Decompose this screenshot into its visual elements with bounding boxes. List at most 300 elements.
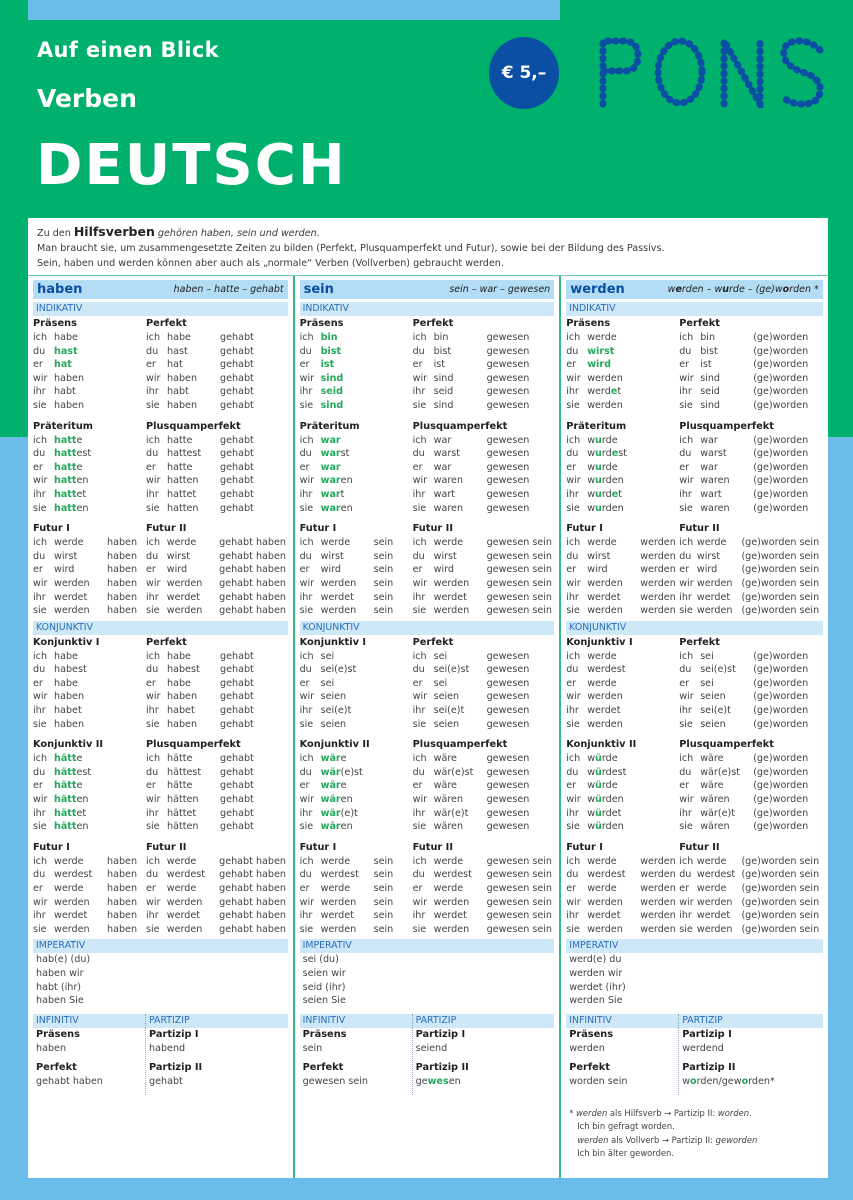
stem-forms: werden – wurde – (ge)worden *	[667, 284, 819, 295]
conjugation-row: wir würden	[566, 794, 624, 806]
conjugation-row: ich werde gehabt haben	[146, 855, 286, 867]
conjugation-row: wir haben gehabt	[146, 691, 254, 703]
conjugation-row: er wäre (ge)worden	[679, 780, 809, 792]
price-badge	[489, 37, 559, 109]
verb-header	[300, 280, 555, 299]
conjugation-row: du wirst werden	[566, 550, 676, 562]
tense-futur2: Futur II ich werde (ge)worden sein du werdest (ge)worden sein er werde (ge)worden sein wir werden (ge)worden sein ihr werdet (ge)worden sein sie werden (ge)worden sein	[679, 841, 820, 935]
conjugation-row: wir waren (ge)worden	[679, 475, 809, 487]
conjugation-row: ich werde	[566, 650, 617, 662]
conjugation-row: sie werden gehabt haben	[146, 923, 286, 935]
tense-praeteritum: Präteritum ich hatte du hattest er hatte wir hatten ihr hattet sie hatten	[33, 420, 146, 516]
conjugation-row: ihr werdet	[566, 705, 621, 717]
section-imperativ: IMPERATIV	[33, 939, 288, 953]
conjugation-row: sie werden gehabt haben	[146, 605, 286, 617]
conjugation-row: wir werden	[566, 691, 623, 703]
tense-praesens: Präsens ich habe du hast er hat wir haben ihr habt sie haben	[33, 317, 146, 413]
tense-k2: Konjunktiv II ich wäre du wär(e)st er wäre wir wären ihr wär(e)t sie wären	[300, 738, 413, 834]
conjugation-row: wir waren	[299, 475, 353, 487]
conjugation-row: ihr sei(e)t gewesen	[412, 705, 530, 717]
conjugation-row: er hätte	[33, 780, 83, 792]
conjugation-row: ihr seid gewesen	[412, 386, 530, 398]
imperativ-list: sei (du) seien wir seid (ihr) seien Sie	[302, 954, 346, 1007]
conjugation-row: du hattest gehabt	[146, 448, 254, 460]
infinitiv-partizip-bar: INFINITIV PARTIZIP	[300, 1014, 555, 1028]
conjugation-row: du hast gehabt	[146, 345, 254, 357]
tense-plusquamperfekt: Plusquamperfekt ich war (ge)worden du warst (ge)worden er war (ge)worden wir waren (ge)worden ihr wart (ge)worden sie waren (ge)worden	[679, 420, 819, 516]
conjugation-row: sie hatten	[33, 502, 89, 514]
conjugation-row: du werdest gehabt haben	[146, 869, 286, 881]
conjugation-row: er wird (ge)worden sein	[679, 564, 820, 576]
verb-name: werden	[570, 282, 625, 297]
tense-futur1: Futur I ich werde sein du werdest sein er werde sein wir werden sein ihr werdet sein sie werden sein	[300, 841, 413, 937]
verb-header	[33, 280, 288, 299]
conjugation-row: ihr wart (ge)worden	[679, 488, 809, 500]
conjugation-row: sie werden	[566, 399, 623, 411]
conjugation-row: er wird sein	[299, 564, 394, 576]
conjugation-row: du wirst gehabt haben	[146, 550, 286, 562]
top-strip	[28, 0, 560, 20]
conjugation-row: wir seien gewesen	[412, 691, 530, 703]
conjugation-row: du werdest haben	[33, 869, 138, 881]
conjugation-row: er sei	[299, 677, 335, 689]
stem-forms: haben – hatte – gehabt	[173, 284, 284, 295]
conjugation-row: ihr werdet haben	[33, 591, 138, 603]
conjugation-row: wir waren gewesen	[412, 475, 530, 487]
conjugation-row: sie seien (ge)worden	[679, 718, 809, 730]
conjugation-row: du warst	[299, 448, 350, 460]
conjugation-row: ihr wär(e)t (ge)worden	[679, 807, 809, 819]
conjugation-row: wir sind gewesen	[412, 372, 530, 384]
conjugation-row: er ist gewesen	[412, 359, 530, 371]
conjugation-row: du werdest	[566, 664, 626, 676]
tense-perfekt: Perfekt ich habe gehabt du hast gehabt er hat gehabt wir haben gehabt ihr habt gehabt sie haben gehabt	[146, 317, 286, 413]
conjugation-row: sie sind	[299, 399, 344, 411]
conjugation-row: ihr sei(e)t (ge)worden	[679, 705, 809, 717]
conjugation-row: wir werden werden	[566, 896, 676, 908]
conjugation-row: ihr habt gehabt	[146, 386, 254, 398]
conjugation-row: sie werden	[566, 718, 623, 730]
tense-block	[566, 522, 823, 618]
conjugation-row: wir werden gehabt haben	[146, 577, 286, 589]
tense-perfekt: Perfekt ich bin gewesen du bist gewesen er ist gewesen wir sind gewesen ihr seid gewesen sie sind gewesen	[413, 317, 553, 413]
conjugation-row: ihr wär(e)t gewesen	[412, 807, 530, 819]
conjugation-row: er wird	[566, 359, 611, 371]
tense-perfekt: Perfekt ich sei (ge)worden du sei(e)st (ge)worden er sei (ge)worden wir seien (ge)worden ihr sei(e)t (ge)worden sie seien (ge)worden	[679, 636, 819, 732]
conjugation-row: ich bin (ge)worden	[679, 332, 809, 343]
conjugation-row: du hattest	[33, 448, 92, 460]
tense-k2: Konjunktiv II ich hätte du hättest er hätte wir hätten ihr hättet sie hätten	[33, 738, 146, 834]
conjugation-row: du bist gewesen	[412, 345, 530, 357]
conjugation-row: wir wären gewesen	[412, 794, 530, 806]
verb-name: haben	[37, 282, 83, 297]
tense-block	[300, 420, 555, 516]
tense-futur1: Futur I ich werde werden du werdest werden er werde werden wir werden werden ihr werdet werden sie werden werden	[566, 841, 679, 937]
tense-k1: Konjunktiv I ich sei du sei(e)st er sei wir seien ihr sei(e)t sie seien	[300, 636, 413, 732]
conjugation-row: ich werde sein	[299, 855, 394, 867]
conjugation-row: ich werde (ge)worden sein	[679, 855, 820, 867]
conjugation-row: ich hatte gehabt	[146, 434, 254, 446]
conjugation-row: er sei gewesen	[412, 677, 530, 689]
conjugation-row: sie werden werden	[566, 923, 676, 935]
verb-header	[566, 280, 823, 299]
section-imperativ: IMPERATIV	[566, 939, 823, 953]
werden-footnote: * werden als Hilfsverb → Partizip II: worden. Ich bin gefragt worden. werden als Vollverb → Partizip II: geworden Ich bin älter geworden.	[569, 1107, 758, 1159]
conjugation-row: ihr wurdet	[566, 488, 623, 500]
conjugation-row: du warst gewesen	[412, 448, 530, 460]
conjugation-row: wir werden sein	[299, 896, 394, 908]
verb-column-werden	[561, 276, 828, 1178]
tense-block	[300, 522, 555, 618]
conjugation-row: ihr hattet	[33, 488, 87, 500]
conjugation-row: ihr werdet sein	[299, 591, 394, 603]
conjugation-row: wir werden (ge)worden sein	[679, 577, 820, 589]
conjugation-row: ihr wart	[299, 488, 345, 500]
conjugation-row: er hatte	[33, 461, 83, 473]
infinitiv-partizip-grid: Präsens werden Perfekt worden sein Partizip I werdend Partizip II worden/geworden*	[566, 1028, 823, 1095]
conjugation-row: sie haben gehabt	[146, 718, 254, 730]
tense-block	[566, 841, 823, 937]
conjugation-row: wir hätten gehabt	[146, 794, 254, 806]
conjugation-row: du sei(e)st gewesen	[412, 664, 530, 676]
tense-block	[33, 636, 288, 732]
tense-block	[300, 738, 555, 834]
conjugation-row: ich werde sein	[299, 537, 394, 549]
conjugation-row: du wirst sein	[299, 550, 394, 562]
tense-block	[33, 522, 288, 618]
conjugation-row: er wäre	[299, 780, 347, 792]
conjugation-row: er wird haben	[33, 564, 138, 576]
conjugation-row: du bist	[299, 345, 342, 357]
conjugation-row: ich wäre gewesen	[412, 753, 530, 765]
conjugation-row: sie wurden	[566, 502, 624, 514]
conjugation-row: er wurde	[566, 461, 618, 473]
tense-praesens: Präsens ich bin du bist er ist wir sind ihr seid sie sind	[300, 317, 413, 413]
conjugation-row: ihr hättet gehabt	[146, 807, 254, 819]
conjugation-row: ihr werdet sein	[299, 910, 394, 922]
conjugation-row: ihr hättet	[33, 807, 87, 819]
conjugation-row: ich war	[299, 434, 341, 446]
conjugation-row: du hättest	[33, 766, 92, 778]
infinitiv-partizip-grid: Präsens sein Perfekt gewesen sein Partizip I seiend Partizip II gewesen	[300, 1028, 555, 1095]
conjugation-row: du hättest gehabt	[146, 766, 254, 778]
tense-block	[33, 420, 288, 516]
conjugation-row: ich habe	[33, 332, 78, 343]
conjugation-row: ihr werdet	[566, 386, 622, 398]
tense-block	[566, 636, 823, 732]
conjugation-row: ich werde haben	[33, 537, 138, 549]
conjugation-row: ich werde gehabt haben	[146, 537, 286, 549]
conjugation-row: sie haben	[33, 718, 85, 730]
infinitiv-partizip-grid: Präsens haben Perfekt gehabt haben Partizip I habend Partizip II gehabt	[33, 1028, 288, 1095]
conjugation-row: ihr habet	[33, 705, 82, 717]
tense-futur2: Futur II ich werde gehabt haben du werdest gehabt haben er werde gehabt haben wir werden gehabt haben ihr werdet gehabt haben sie werden gehabt haben	[146, 841, 286, 935]
conjugation-row: er ist (ge)worden	[679, 359, 809, 371]
tense-futur1: Futur I ich werde sein du wirst sein er wird sein wir werden sein ihr werdet sein sie werden sein	[300, 522, 413, 618]
section-konjunktiv: KONJUNKTIV	[566, 621, 823, 635]
conjugation-row: du werdest sein	[299, 869, 394, 881]
conjugation-row: sie wären	[299, 821, 353, 833]
conjugation-row: wir wären	[299, 794, 353, 806]
conjugation-row: er war	[299, 461, 341, 473]
tense-futur1: Futur I ich werde haben du wirst haben er wird haben wir werden haben ihr werdet haben sie werden haben	[33, 522, 146, 618]
infinitiv-partizip-bar: INFINITIV PARTIZIP	[566, 1014, 823, 1028]
conjugation-row: wir haben gehabt	[146, 372, 254, 384]
conjugation-row: wir werden haben	[33, 577, 138, 589]
conjugation-row: ihr wart gewesen	[412, 488, 530, 500]
conjugation-row: ihr werdet werden	[566, 591, 676, 603]
topic-title: Verben	[37, 84, 137, 113]
imperativ-list: werd(e) du werden wir werdet (ihr) werden Sie	[569, 954, 626, 1007]
conjugation-row: ich hätte	[33, 753, 83, 765]
tense-block	[33, 738, 288, 834]
tense-block	[33, 841, 288, 937]
conjugation-row: er hätte gehabt	[146, 780, 254, 792]
conjugation-row: er wird gehabt haben	[146, 564, 286, 576]
conjugation-row: ich habe gehabt	[146, 650, 254, 662]
conjugation-row: sie wären (ge)worden	[679, 821, 809, 833]
conjugation-row: du würdest	[566, 766, 627, 778]
conjugation-row: du werdest (ge)worden sein	[679, 869, 820, 881]
conjugation-row: wir haben	[33, 372, 85, 384]
conjugation-row: ich hatte	[33, 434, 83, 446]
conjugation-row: wir werden haben	[33, 896, 138, 908]
tense-block	[566, 420, 823, 516]
conjugation-row: er werde (ge)worden sein	[679, 883, 820, 894]
conjugation-row: sie werden sein	[299, 923, 394, 935]
conjugation-row: ich wurde	[566, 434, 618, 446]
tense-futur1: Futur I ich werde haben du werdest haben er werde haben wir werden haben ihr werdet haben sie werden haben	[33, 841, 146, 937]
conjugation-row: du wär(e)st	[299, 766, 363, 778]
conjugation-row: wir seien	[299, 691, 347, 703]
conjugation-row: ich sei (ge)worden	[679, 650, 809, 662]
tense-plusquamperfekt: Plusquamperfekt ich war gewesen du warst gewesen er war gewesen wir waren gewesen ihr wart gewesen sie waren gewesen	[413, 420, 553, 516]
conjugation-row: ihr werdet gewesen sein	[412, 591, 553, 603]
conjugation-row: ihr habet gehabt	[146, 705, 254, 717]
conjugation-row: er sei (ge)worden	[679, 677, 809, 689]
infinitiv-partizip-bar: INFINITIV PARTIZIP	[33, 1014, 288, 1028]
conjugation-row: du habest	[33, 664, 87, 676]
tense-praeteritum: Präteritum ich war du warst er war wir waren ihr wart sie waren	[300, 420, 413, 516]
conjugation-row: er wäre gewesen	[412, 780, 530, 792]
verb-sheet	[28, 218, 828, 1178]
conjugation-row: ich war (ge)worden	[679, 434, 809, 446]
conjugation-row: er werde gewesen sein	[412, 883, 553, 894]
conjugation-row: wir werden sein	[299, 577, 394, 589]
conjugation-row: sie hätten	[33, 821, 89, 833]
conjugation-row: sie werden gewesen sein	[412, 923, 553, 935]
tense-block	[300, 317, 555, 413]
conjugation-row: er war gewesen	[412, 461, 530, 473]
conjugation-row: wir werden gewesen sein	[412, 896, 553, 908]
tense-k1: Konjunktiv I ich habe du habest er habe wir haben ihr habet sie haben	[33, 636, 146, 732]
section-indikativ: INDIKATIV	[33, 302, 288, 316]
conjugation-row: sie werden (ge)worden sein	[679, 923, 820, 935]
conjugation-row: ihr werdet gewesen sein	[412, 910, 553, 922]
conjugation-row: ich sei	[299, 650, 335, 662]
conjugation-row: sie haben	[33, 399, 85, 411]
conjugation-row: ihr seid	[299, 386, 343, 398]
conjugation-row: er werde werden	[566, 883, 676, 894]
hilfsverben-term: Hilfsverben	[73, 224, 155, 239]
conjugation-row: ich werde (ge)worden sein	[679, 537, 820, 549]
conjugation-row: sie waren	[299, 502, 353, 514]
conjugation-row: wir sind	[299, 372, 344, 384]
conjugation-row: du sei(e)st (ge)worden	[679, 664, 809, 676]
conjugation-row: er werde haben	[33, 883, 138, 894]
conjugation-row: sie seien	[299, 718, 347, 730]
tense-k1: Konjunktiv I ich werde du werdest er werde wir werden ihr werdet sie werden	[566, 636, 679, 732]
conjugation-row: er wird werden	[566, 564, 676, 576]
conjugation-row: sie hätten gehabt	[146, 821, 254, 833]
conjugation-row: ihr werdet gehabt haben	[146, 591, 286, 603]
tense-perfekt: Perfekt ich habe gehabt du habest gehabt er habe gehabt wir haben gehabt ihr habet gehabt sie haben gehabt	[146, 636, 286, 732]
section-indikativ: INDIKATIV	[566, 302, 823, 316]
conjugation-row: sie wären gewesen	[412, 821, 530, 833]
conjugation-row: wir werden werden	[566, 577, 676, 589]
conjugation-row: er habe	[33, 677, 78, 689]
conjugation-row: du warst (ge)worden	[679, 448, 809, 460]
conjugation-row: sie waren (ge)worden	[679, 502, 809, 514]
conjugation-row: wir werden gehabt haben	[146, 896, 286, 908]
tense-futur2: Futur II ich werde gehabt haben du wirst gehabt haben er wird gehabt haben wir werden gehabt haben ihr werdet gehabt haben sie werden gehabt haben	[146, 523, 286, 617]
conjugation-row: du wär(e)st (ge)worden	[679, 766, 809, 778]
conjugation-row: sie haben gehabt	[146, 399, 254, 411]
conjugation-row: wir werden gewesen sein	[412, 577, 553, 589]
conjugation-row: ihr werdet (ge)worden sein	[679, 591, 820, 603]
conjugation-row: ihr würdet	[566, 807, 622, 819]
conjugation-row: er würde	[566, 780, 618, 792]
conjugation-row: du werdest werden	[566, 869, 676, 881]
conjugation-row: ihr werdet gehabt haben	[146, 910, 286, 922]
conjugation-row: er ist	[299, 359, 335, 371]
conjugation-row: ich wäre (ge)worden	[679, 753, 809, 765]
conjugation-row: sie hatten gehabt	[146, 502, 254, 514]
tense-k2: Konjunktiv II ich würde du würdest er würde wir würden ihr würdet sie würden	[566, 738, 679, 834]
tense-block	[566, 738, 823, 834]
conjugation-row: ich habe gehabt	[146, 332, 254, 343]
conjugation-row: ich werde	[566, 332, 617, 343]
conjugation-row: du wär(e)st gewesen	[412, 766, 530, 778]
conjugation-row: ich bin	[299, 332, 338, 343]
section-konjunktiv: KONJUNKTIV	[300, 621, 555, 635]
conjugation-row: du wirst (ge)worden sein	[679, 550, 820, 562]
conjugation-row: sie werden gewesen sein	[412, 605, 553, 617]
conjugation-row: wir hätten	[33, 794, 89, 806]
conjugation-row: du wirst gewesen sein	[412, 550, 553, 562]
price-label: € 5,–	[501, 63, 547, 83]
conjugation-row: ihr werdet haben	[33, 910, 138, 922]
tense-plusquamperfekt: Plusquamperfekt ich hatte gehabt du hattest gehabt er hatte gehabt wir hatten gehabt ihr hattet gehabt sie hatten gehabt	[146, 420, 286, 516]
tense-futur2: Futur II ich werde gewesen sein du wirst gewesen sein er wird gewesen sein wir werden gewesen sein ihr werdet gewesen sein sie werden gewesen sein	[412, 523, 553, 617]
conjugation-row: ich werde werden	[566, 537, 676, 549]
conjugation-row: du bist (ge)worden	[679, 345, 809, 357]
conjugation-row: wir wären (ge)worden	[679, 794, 809, 806]
conjugation-row: sie werden werden	[566, 605, 676, 617]
conjugation-row: du wurdest	[566, 448, 628, 460]
conjugation-row: ich werde werden	[566, 855, 676, 867]
tense-block	[300, 636, 555, 732]
conjugation-row: sie werden haben	[33, 923, 138, 935]
conjugation-row: du wirst haben	[33, 550, 138, 562]
language-title: DEUTSCH	[36, 133, 347, 198]
conjugation-row: du hast	[33, 345, 78, 357]
conjugation-row: du habest gehabt	[146, 664, 254, 676]
tense-futur2: Futur II ich werde gewesen sein du werdest gewesen sein er werde gewesen sein wir werden gewesen sein ihr werdet gewesen sein sie werden gewesen sein	[412, 841, 553, 935]
conjugation-row: er hat	[33, 359, 72, 371]
conjugation-row: ich werde gewesen sein	[412, 855, 553, 867]
conjugation-row: ihr hattet gehabt	[146, 488, 254, 500]
conjugation-row: wir sind (ge)worden	[679, 372, 809, 384]
conjugation-row: er hat gehabt	[146, 359, 254, 371]
conjugation-row: sie seien gewesen	[412, 718, 530, 730]
conjugation-row: sie werden (ge)worden sein	[679, 605, 820, 617]
conjugation-row: er werde sein	[299, 883, 394, 894]
tense-futur2: Futur II ich werde (ge)worden sein du wirst (ge)worden sein er wird (ge)worden sein wir werden (ge)worden sein ihr werdet (ge)worden sein sie werden (ge)worden sein	[679, 523, 820, 617]
conjugation-row: ihr sei(e)t	[299, 705, 352, 717]
tense-block	[33, 317, 288, 413]
conjugation-row: wir werden	[566, 372, 623, 384]
tense-futur1: Futur I ich werde werden du wirst werden er wird werden wir werden werden ihr werdet werden sie werden werden	[566, 522, 679, 618]
section-imperativ: IMPERATIV	[300, 939, 555, 953]
conjugation-row: sie werden sein	[299, 605, 394, 617]
imperativ-list: hab(e) (du) haben wir habt (ihr) haben Sie	[36, 954, 91, 1007]
stem-forms: sein – war – gewesen	[449, 284, 551, 295]
conjugation-row: ihr werdet (ge)worden sein	[679, 910, 820, 922]
tense-block	[300, 841, 555, 937]
conjugation-row: er wird gewesen sein	[412, 564, 553, 576]
conjugation-row: ihr habt	[33, 386, 76, 398]
tense-perfekt: Perfekt ich sei gewesen du sei(e)st gewesen er sei gewesen wir seien gewesen ihr sei(e)t gewesen sie seien gewesen	[413, 636, 553, 732]
conjugation-row: ich wäre	[299, 753, 347, 765]
conjugation-row: wir wurden	[566, 475, 624, 487]
conjugation-row: er werde gehabt haben	[146, 883, 286, 894]
conjugation-row: du sei(e)st	[299, 664, 357, 676]
tense-plusquamperfekt: Plusquamperfekt ich hätte gehabt du hättest gehabt er hätte gehabt wir hätten gehabt ihr hättet gehabt sie hätten gehabt	[146, 738, 286, 834]
pons-logo-icon	[596, 36, 830, 108]
tense-perfekt: Perfekt ich bin (ge)worden du bist (ge)worden er ist (ge)worden wir sind (ge)worden ihr seid (ge)worden sie sind (ge)worden	[679, 317, 819, 413]
conjugation-row: wir werden (ge)worden sein	[679, 896, 820, 908]
conjugation-row: sie sind (ge)worden	[679, 399, 809, 411]
conjugation-row: er war (ge)worden	[679, 461, 809, 473]
tense-plusquamperfekt: Plusquamperfekt ich wäre (ge)worden du wär(e)st (ge)worden er wäre (ge)worden wir wären (ge)worden ihr wär(e)t (ge)worden sie wären (ge)worden	[679, 738, 819, 834]
tense-block	[566, 317, 823, 413]
conjugation-row: wir seien (ge)worden	[679, 691, 809, 703]
conjugation-row: wir haben	[33, 691, 85, 703]
conjugation-row: sie werden haben	[33, 605, 138, 617]
conjugation-row: du wirst	[566, 345, 615, 357]
conjugation-row: ihr werdet werden	[566, 910, 676, 922]
section-indikativ: INDIKATIV	[300, 302, 555, 316]
conjugation-row: ich sei gewesen	[412, 650, 530, 662]
conjugation-row: er habe gehabt	[146, 677, 254, 689]
conjugation-row: sie waren gewesen	[412, 502, 530, 514]
conjugation-row: er werde	[566, 677, 617, 689]
tense-plusquamperfekt: Plusquamperfekt ich wäre gewesen du wär(e)st gewesen er wäre gewesen wir wären gewesen ihr wär(e)t gewesen sie wären gewesen	[413, 738, 553, 834]
conjugation-row: ich habe	[33, 650, 78, 662]
conjugation-row: er hatte gehabt	[146, 461, 254, 473]
conjugation-row: ich war gewesen	[412, 434, 530, 446]
conjugation-row: wir hatten	[33, 475, 89, 487]
verb-column-sein	[295, 276, 562, 1178]
conjugation-row: ich bin gewesen	[412, 332, 530, 343]
conjugation-row: sie sind gewesen	[412, 399, 530, 411]
intro-text: Zu den Hilfsverben gehören haben, sein und werden. Man braucht sie, um zusammengesetzte Zeiten zu bilden (Perfekt, Plusquamperfekt und Futur), sowie bei der Bildung des Passivs. Sein, haben und werden können aber auch als „normale“ Verben (Vollverben) gebraucht werden.	[28, 218, 828, 276]
conjugation-row: ich würde	[566, 753, 618, 765]
verb-columns	[28, 276, 828, 1178]
conjugation-row: ihr seid (ge)worden	[679, 386, 809, 398]
verb-name: sein	[303, 282, 334, 297]
